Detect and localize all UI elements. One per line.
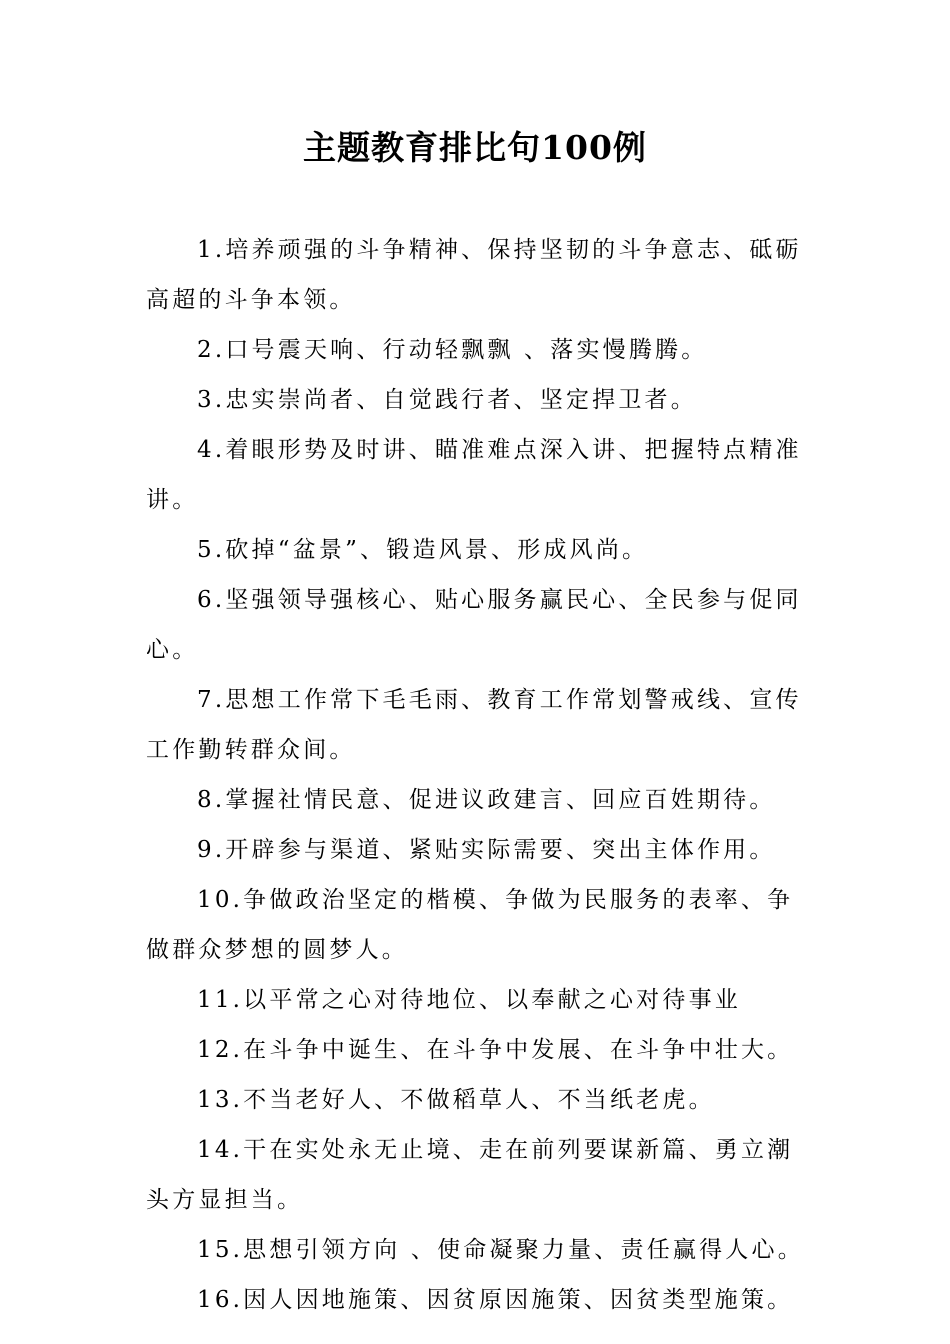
list-item: 2.口号震天响、行动轻飘飘 、落实慢腾腾。 xyxy=(197,337,708,363)
list-item: 10.争做政治坚定的楷模、争做为民服务的表率、争做群众梦想的圆梦人。 xyxy=(146,887,794,963)
list-item: 5.砍掉“盆景”、锻造风景、形成风尚。 xyxy=(197,537,649,563)
list-item: 15.思想引领方向 、使命凝聚力量、责任赢得人心。 xyxy=(197,1237,804,1263)
list-item: 7.思想工作常下毛毛雨、教育工作常划警戒线、宣传工作勤转群众间。 xyxy=(146,687,802,763)
list-item: 14.干在实处永无止境、走在前列要谋新篇、勇立潮头方显担当。 xyxy=(146,1137,794,1213)
document-title: 主题教育排比句100例 xyxy=(303,128,647,167)
list-item: 11.以平常之心对待地位、以奉献之心对待事业 xyxy=(197,987,741,1013)
list-item: 13.不当老好人、不做稻草人、不当纸老虎。 xyxy=(197,1087,715,1113)
list-item: 6.坚强领导强核心、贴心服务赢民心、全民参与促同心。 xyxy=(146,587,802,663)
list-item: 8.掌握社情民意、促进议政建言、回应百姓期待。 xyxy=(197,787,776,813)
list-item: 4.着眼形势及时讲、瞄准难点深入讲、把握特点精准讲。 xyxy=(146,437,802,513)
list-item: 16.因人因地施策、因贫原因施策、因贫类型施策。 xyxy=(197,1287,794,1313)
document-body xyxy=(146,225,818,1325)
list-item: 9.开辟参与渠道、紧贴实际需要、突出主体作用。 xyxy=(197,837,776,863)
list-item: 12.在斗争中诞生、在斗争中发展、在斗争中壮大。 xyxy=(197,1037,794,1063)
list-item: 3.忠实崇尚者、自觉践行者、坚定捍卫者。 xyxy=(197,387,697,413)
list-item: 1.培养顽强的斗争精神、保持坚韧的斗争意志、砥砺高超的斗争本领。 xyxy=(146,237,802,313)
